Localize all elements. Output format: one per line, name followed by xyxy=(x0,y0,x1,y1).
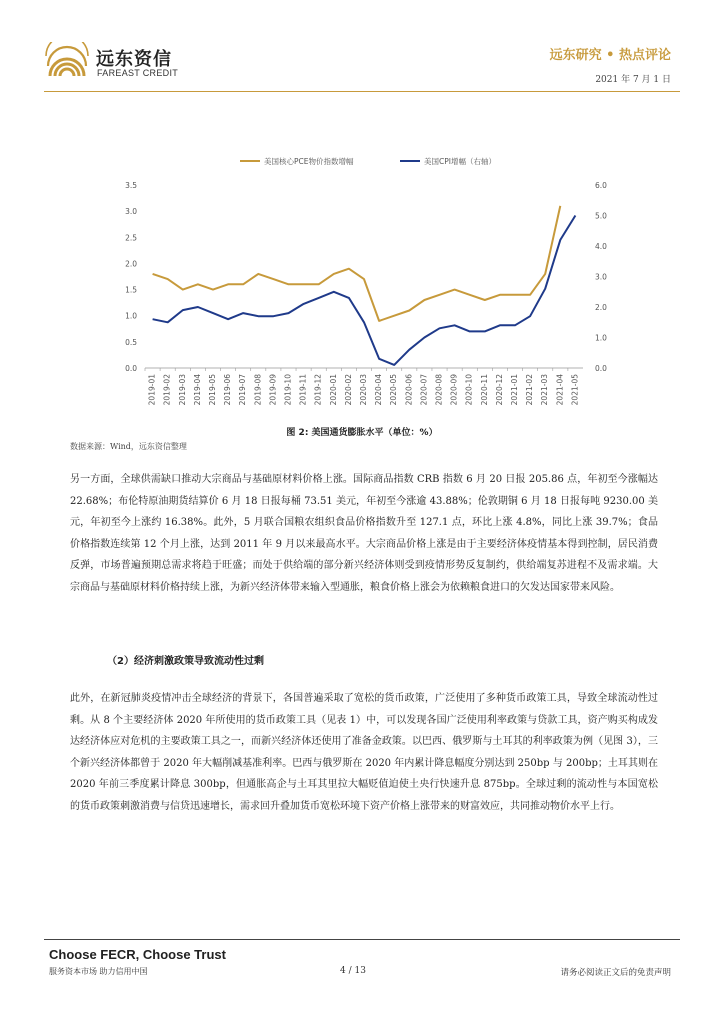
series-line-2 xyxy=(153,216,576,365)
x-tick-label: 2020-02 xyxy=(343,374,353,406)
y-right-tick-label: 2.0 xyxy=(595,303,607,312)
report-date: 2021 年 7 月 1 日 xyxy=(595,75,671,85)
x-tick-label: 2021-01 xyxy=(510,374,520,406)
y-left-tick-label: 0.5 xyxy=(125,337,137,347)
logo-mark-icon xyxy=(44,42,90,82)
paragraph-commodities: 另一方面，全球供需缺口推动大宗商品与基础原材料价格上涨。国际商品指数 CRB 指数 6 月 20 日报 205.86 点，年初至今涨幅达 22.68%；布伦特原油期货结算价 6 月 18 日报每桶 73.51 美元，年初至今涨逾 43.88%；伦敦期铜 6 月 18 日报每吨 9230.00 美元，年初至今上涨约 16.38%。此外，5 月联合国粮农组织食品价格指数升至 127.1 点，环比上涨 4.8%，同比上涨 39.7%；食品价格指数连续第 12 个月上涨，达到 2011 年 9 月以来最高水平。大宗商品价格上涨是由于主要经济体疫情基本得到控制，居民消费反弹，市场普遍预期总需求将趋于旺盛；而处于供给端的部分新兴经济体则受到疫情形势反复制约，供给端复苏进程不及需求端。大宗商品与基础原材料价格持续上涨，为新兴经济体带来输入型通胀，粮食价格上涨会为依赖粮食进口的欠发达国家带来风险。 xyxy=(70,474,658,593)
x-tick-label: 2019-02 xyxy=(162,374,172,406)
x-tick-label: 2020-09 xyxy=(449,374,459,406)
x-tick-label: 2019-03 xyxy=(177,374,187,406)
x-tick-label: 2019-10 xyxy=(283,374,293,406)
y-left-tick-label: 0.0 xyxy=(125,364,137,373)
x-tick-label: 2020-01 xyxy=(328,374,338,406)
series-line-1 xyxy=(153,206,561,321)
y-left-tick-label: 3.5 xyxy=(125,181,137,190)
x-tick-label: 2020-03 xyxy=(359,374,368,406)
footer-tagline: 服务资本市场 助力信用中国 xyxy=(49,967,148,976)
footer-divider xyxy=(44,939,680,940)
y-left-tick-label: 2.5 xyxy=(125,233,137,243)
x-tick-label: 2019-11 xyxy=(298,374,308,406)
report-series: 远东研究 • 热点评论 xyxy=(549,48,671,63)
x-tick-label: 2020-12 xyxy=(494,374,504,406)
x-tick-label: 2020-11 xyxy=(479,374,489,406)
x-tick-label: 2020-10 xyxy=(464,374,474,406)
x-tick-label: 2021-05 xyxy=(570,374,580,406)
company-logo xyxy=(44,42,194,82)
figure-caption: 图 2: 美国通货膨胀水平（单位：%） xyxy=(286,428,438,438)
header-divider xyxy=(44,91,680,92)
y-right-tick-label: 0.0 xyxy=(595,364,607,373)
y-right-tick-label: 3.0 xyxy=(595,272,607,282)
x-tick-label: 2021-04 xyxy=(555,374,565,406)
brand-name-en: FAREAST CREDIT xyxy=(97,68,179,78)
y-left-tick-label: 3.0 xyxy=(125,207,137,217)
y-right-tick-label: 4.0 xyxy=(595,242,607,251)
y-right-tick-label: 5.0 xyxy=(595,211,607,221)
section-subheading: （2）经济刺激政策导致流动性过剩 xyxy=(107,656,264,667)
x-tick-label: 2019-06 xyxy=(223,374,233,406)
page-number: 4 / 13 xyxy=(340,966,366,976)
y-left-tick-label: 2.0 xyxy=(125,259,137,269)
x-tick-label: 2020-08 xyxy=(434,374,444,406)
x-tick-label: 2020-06 xyxy=(404,374,414,406)
x-tick-label: 2021-03 xyxy=(540,374,550,406)
inflation-chart-svg xyxy=(110,145,630,415)
footer-slogan: Choose FECR, Choose Trust xyxy=(49,947,226,962)
x-tick-label: 2020-07 xyxy=(419,374,429,406)
y-right-tick-label: 1.0 xyxy=(595,333,607,343)
paragraph-liquidity: 此外，在新冠肺炎疫情冲击全球经济的背景下，各国普遍采取了宽松的货币政策，广泛使用了多种货币政策工具，导致全球流动性过剩。从 8 个主要经济体 2020 年所使用的货币政策工具（见表 1）中，可以发现各国广泛使用利率政策与贷款工具，资产购买构成发达经济体应对危机的主要政策工具之一，而新兴经济体还使用了准备金政策。以巴西、俄罗斯与土耳其的利率政策为例（见图 3），三个新兴经济体都曾于 2020 年大幅削减基准利率。巴西与俄罗斯在 2020 年内累计降息幅度分别达到 250bp 与 200bp；土耳其则在 2020 年前三季度累计降息 300bp，但通胀高企与土耳其里拉大幅贬值迫使土央行快速升息 875bp。全球过剩的流动性与本国宽松的货币政策刺激消费与信贷迅速增长，需求回升叠加货币宽松环境下资产价格上涨带来的财富效应，共同推动物价水平上行。 xyxy=(70,693,658,812)
inflation-chart xyxy=(110,145,630,415)
legend-label-2: 美国CPI增幅（右轴） xyxy=(424,157,496,166)
figure-source: 数据来源：Wind，远东资信整理 xyxy=(70,442,187,451)
x-tick-label: 2019-07 xyxy=(238,374,248,406)
y-left-tick-label: 1.5 xyxy=(125,285,137,295)
disclaimer-note: 请务必阅读正文后的免责声明 xyxy=(560,968,671,978)
x-tick-label: 2020-05 xyxy=(389,374,399,406)
x-tick-label: 2021-02 xyxy=(525,374,535,406)
x-tick-label: 2019-09 xyxy=(268,374,278,406)
x-tick-label: 2019-04 xyxy=(192,374,202,406)
brand-name-cn: 远东资信 xyxy=(96,49,172,70)
x-tick-label: 2019-01 xyxy=(147,374,157,406)
legend-label-1: 美国核心PCE物价指数增幅 xyxy=(264,157,354,166)
x-tick-label: 2020-04 xyxy=(374,374,384,406)
y-right-tick-label: 6.0 xyxy=(595,181,607,190)
y-left-tick-label: 1.0 xyxy=(125,311,137,321)
x-tick-label: 2019-12 xyxy=(313,374,323,406)
x-tick-label: 2019-08 xyxy=(253,374,263,406)
x-tick-label: 2019-05 xyxy=(207,374,217,406)
